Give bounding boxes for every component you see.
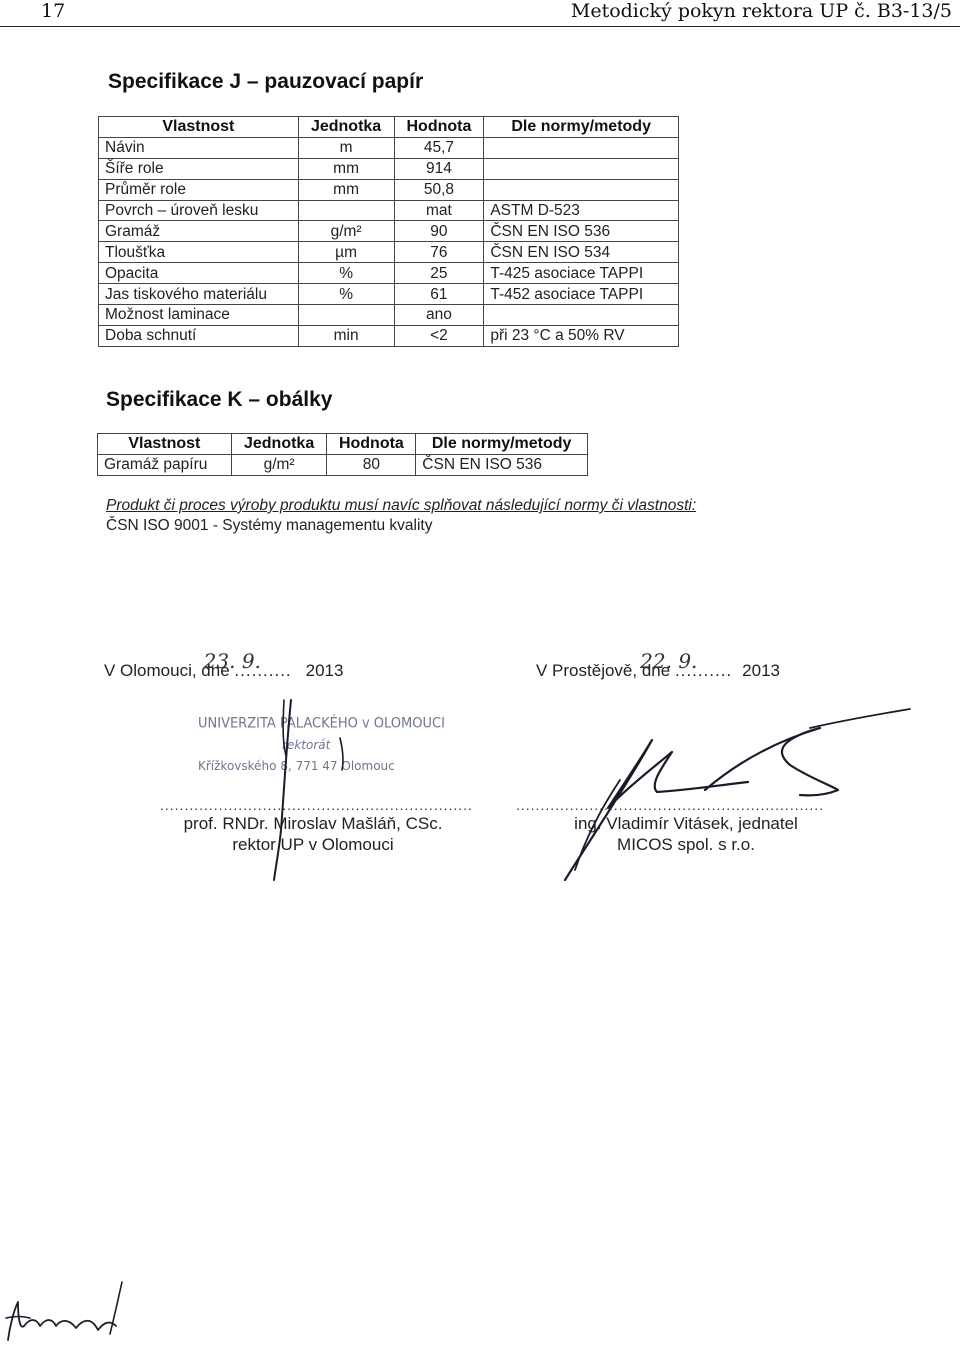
spec-j-table-body — [99, 137, 679, 346]
cell-property: Gramáž — [99, 221, 299, 242]
cell-method: ASTM D-523 — [484, 200, 679, 221]
cell-method: při 23 °C a 50% RV — [484, 325, 679, 346]
cell-property: Návin — [99, 137, 299, 158]
date-year: 2013 — [305, 661, 344, 680]
table-row — [99, 137, 679, 158]
cell-property: Možnost laminace — [99, 305, 299, 326]
cell-method: ČSN EN ISO 534 — [484, 242, 679, 263]
cell-method: ČSN EN ISO 536 — [416, 454, 588, 475]
stamp-line-address: Křížkovského 8, 771 47 Olomouc — [198, 759, 395, 773]
column-header-property: Vlastnost — [98, 434, 232, 455]
table-header-row — [99, 117, 679, 138]
cell-unit: g/m² — [231, 454, 327, 475]
cell-value: ano — [394, 305, 484, 326]
date-line-prostejov — [536, 649, 780, 681]
signature-line-right: ............................................................... — [516, 797, 825, 813]
table-row — [99, 325, 679, 346]
cell-method — [484, 137, 679, 158]
spec-k-title: Specifikace K – obálky — [106, 388, 333, 411]
cell-property: Povrch – úroveň lesku — [99, 200, 299, 221]
handwritten-date: 22. 9. — [640, 649, 698, 673]
cell-value: 76 — [394, 242, 484, 263]
cell-unit: mm — [298, 158, 394, 179]
page-header — [0, 0, 960, 27]
document-reference: Metodický pokyn rektora UP č. B3-13/5 — [570, 0, 952, 22]
column-header-value: Hodnota — [327, 434, 416, 455]
cell-property: Šíře role — [99, 158, 299, 179]
university-stamp — [198, 712, 448, 792]
spec-j-table — [98, 116, 679, 347]
cell-unit: mm — [298, 179, 394, 200]
standard-note: ČSN ISO 9001 - Systémy managementu kvality — [106, 517, 433, 534]
cell-method — [484, 305, 679, 326]
cell-property: Průměr role — [99, 179, 299, 200]
cell-value: 25 — [394, 263, 484, 284]
cell-unit: min — [298, 325, 394, 346]
signatory-micos — [548, 813, 824, 855]
cell-method: T-452 asociace TAPPI — [484, 284, 679, 305]
place-prefix: V Olomouci, dne — [104, 661, 230, 680]
table-row — [98, 454, 588, 475]
table-row — [99, 242, 679, 263]
cell-value: 90 — [394, 221, 484, 242]
cell-property: Jas tiskového materiálu — [99, 284, 299, 305]
column-header-method: Dle normy/metody — [484, 117, 679, 138]
column-header-property: Vlastnost — [99, 117, 299, 138]
table-row — [99, 305, 679, 326]
date-line-olomouc — [104, 649, 344, 681]
table-row — [99, 284, 679, 305]
footer-initials — [6, 1282, 122, 1340]
cell-property: Opacita — [99, 263, 299, 284]
cell-value: <2 — [394, 325, 484, 346]
signatory-name: ing. Vladimír Vitásek, jednatel — [574, 814, 798, 833]
table-header-row — [98, 434, 588, 455]
cell-unit: % — [298, 284, 394, 305]
date-year: 2013 — [742, 661, 780, 680]
column-header-unit: Jednotka — [231, 434, 327, 455]
cell-property: Doba schnutí — [99, 325, 299, 346]
cell-property: Gramáž papíru — [98, 454, 232, 475]
cell-value: 50,8 — [394, 179, 484, 200]
column-header-unit: Jednotka — [298, 117, 394, 138]
signature-line-left: ................................................................ — [160, 797, 473, 813]
cell-unit: g/m² — [298, 221, 394, 242]
table-row — [99, 158, 679, 179]
cell-unit: µm — [298, 242, 394, 263]
requirement-note: Produkt či proces výroby produktu musí navíc splňovat následující normy či vlastnosti: — [106, 497, 697, 514]
cell-value: 914 — [394, 158, 484, 179]
table-row — [99, 179, 679, 200]
cell-method: ČSN EN ISO 536 — [484, 221, 679, 242]
cell-value: mat — [394, 200, 484, 221]
column-header-method: Dle normy/metody — [416, 434, 588, 455]
cell-value: 61 — [394, 284, 484, 305]
cell-unit — [298, 305, 394, 326]
cell-method — [484, 179, 679, 200]
cell-value: 80 — [327, 454, 416, 475]
table-row — [99, 200, 679, 221]
cell-unit — [298, 200, 394, 221]
date-dots: .......... — [674, 661, 733, 680]
table-row — [99, 263, 679, 284]
stamp-line-university: UNIVERZITA PALACKÉHO v OLOMOUCI — [198, 715, 445, 732]
column-header-value: Hodnota — [394, 117, 484, 138]
cell-unit: m — [298, 137, 394, 158]
cell-method: T-425 asociace TAPPI — [484, 263, 679, 284]
table-row — [99, 221, 679, 242]
spec-j-title: Specifikace J – pauzovací papír — [108, 70, 424, 93]
place-prefix: V Prostějově, dne — [536, 661, 671, 680]
cell-unit: % — [298, 263, 394, 284]
handwritten-date: 23. 9. — [203, 649, 261, 673]
spec-k-table — [97, 433, 588, 476]
signatory-rector — [160, 813, 466, 855]
stamp-line-office: rektorát — [282, 738, 331, 752]
cell-value: 45,7 — [394, 137, 484, 158]
cell-property: Tloušťka — [99, 242, 299, 263]
cell-method — [484, 158, 679, 179]
page-number: 17 — [41, 0, 66, 22]
signatory-role: MICOS spol. s r.o. — [617, 835, 755, 854]
signatory-name: prof. RNDr. Miroslav Mašláň, CSc. — [183, 814, 443, 833]
date-dots: .......... — [234, 661, 292, 680]
signatory-role: rektor UP v Olomouci — [232, 835, 394, 854]
